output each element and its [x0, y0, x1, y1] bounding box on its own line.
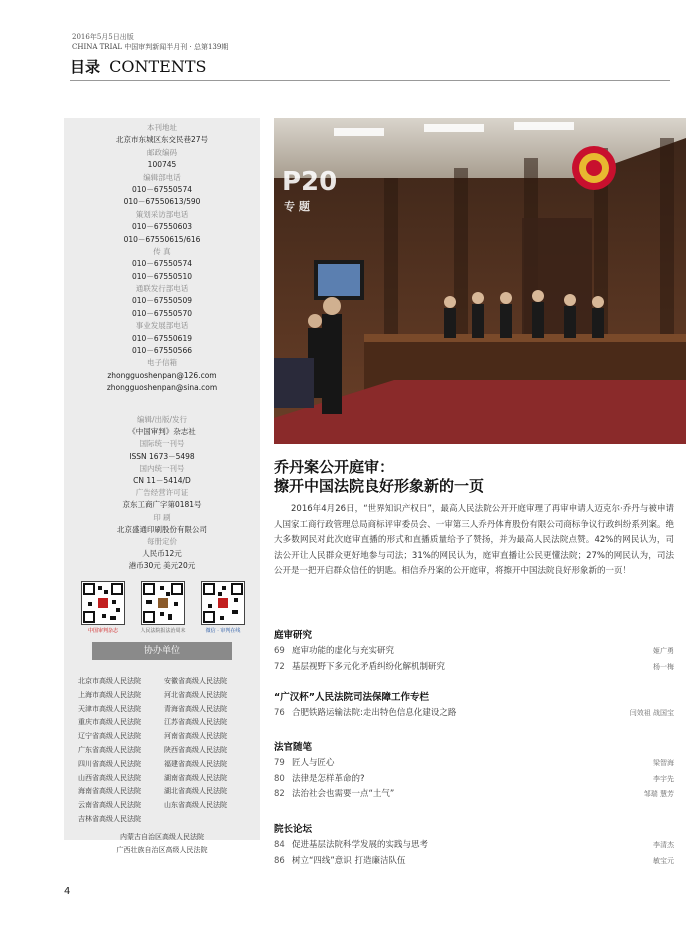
- info-label: 本刊地址: [147, 123, 177, 132]
- court-name: 河北省高级人民法院: [164, 690, 227, 699]
- publication-label: 编辑/出版/发行: [136, 415, 188, 424]
- info-value: 010－67550566: [132, 346, 192, 356]
- court-name: 重庆市高级人民法院: [78, 718, 141, 727]
- publication-value: 港币30元 美元20元: [128, 561, 196, 571]
- entry-page: 79: [274, 758, 285, 768]
- court-name: 上海市高级人民法院: [78, 690, 141, 699]
- court-name: 山西省高级人民法院: [78, 773, 141, 782]
- info-value: 010－67550619: [132, 333, 192, 343]
- qr-caption-3: 微信 · 审判在线: [205, 628, 241, 634]
- publication-value: CN 11－5414/D: [133, 475, 191, 485]
- entry-page: 69: [274, 646, 285, 656]
- entry-title: 基层视野下多元化矛盾纠纷化解机制研究: [292, 661, 446, 672]
- toc-entry[interactable]: [274, 660, 674, 676]
- court-name: 北京市高级人民法院: [78, 677, 141, 685]
- section-title: 法官随笔: [274, 742, 313, 753]
- court-name: 山东省高级人民法院: [164, 801, 227, 810]
- publication-value: ISSN 1673－5498: [129, 451, 195, 461]
- info-value: 100745: [147, 160, 177, 170]
- court-name: 广西壮族自治区高级人民法院: [116, 846, 208, 854]
- page-number: 4: [64, 886, 71, 897]
- entry-author: 杨一梅: [653, 662, 674, 671]
- info-value: 010－67550615/616: [123, 234, 201, 244]
- court-name: 吉林省高级人民法院: [78, 814, 141, 823]
- court-name: 海南省高级人民法院: [78, 787, 141, 796]
- qr-caption-1: 中国审判杂志: [87, 628, 118, 634]
- court-name: 安徽省高级人民法院: [164, 677, 227, 685]
- feature-page-label: P20: [282, 167, 338, 197]
- courtroom-photo: [274, 118, 686, 444]
- info-value: zhongguoshenpan@sina.com: [106, 383, 218, 393]
- publication-value: 京东工商广字第0181号: [122, 500, 202, 510]
- toc-section: [274, 822, 674, 869]
- entry-page: 76: [274, 708, 285, 718]
- header-divider: [70, 80, 670, 81]
- court-name: 辽宁省高级人民法院: [78, 732, 141, 741]
- info-value: 010－67550570: [132, 308, 192, 318]
- toc-entry[interactable]: [274, 756, 674, 772]
- qr-icon: [81, 581, 125, 625]
- toc-section: [274, 690, 674, 722]
- entry-page: 84: [274, 840, 285, 850]
- toc-entry[interactable]: [274, 854, 674, 870]
- publication-label: 印 刷: [153, 512, 171, 522]
- publication-label: 广告经营许可证: [135, 488, 189, 498]
- entry-author: 敏宝元: [653, 856, 674, 865]
- entry-author: 梁智海: [653, 759, 674, 767]
- feature-title-line2: 擦开中国法院良好形象新的一页: [274, 477, 485, 495]
- entry-page: 82: [274, 789, 285, 799]
- publication-label: 国内统一刊号: [139, 463, 185, 473]
- qr-code-3[interactable]: [198, 581, 248, 641]
- feature-headline[interactable]: [274, 458, 674, 496]
- entry-title: 法律是怎样革命的?: [292, 773, 365, 784]
- court-name: 天津市高级人民法院: [78, 704, 141, 713]
- publication-label: 每册定价: [147, 536, 177, 546]
- court-list-extra: [64, 831, 260, 857]
- toc-section: [274, 628, 674, 675]
- info-value: 010－67550574: [132, 184, 192, 194]
- feature-summary: 2016年4月26日，“世界知识产权日”，最高人民法院公开开庭审理了再审申请人迈克尔·乔丹与被申请人国家工商行政管理总局商标评审委员会、一审第三人乔丹体育股份有限公司商标争议行政纠纷系列案。绝大多数网民对此次庭审直播的形式和直播质量给予了赞扬，并为最高人民法院点赞。42%的网民认为，司法公开让人民群众更好地参与司法；31%的网民认为，庭审直播让公民更懂法院；27%的网民认为，司法公开是一把开启群众信任的钥匙。相信乔丹案的公开庭审，将擦开中国法院良好形象新的一页！: [274, 504, 674, 576]
- entry-page: 80: [274, 773, 285, 784]
- entry-title: 树立“四线”意识 打造廉洁队伍: [292, 855, 406, 866]
- toc-entry[interactable]: [274, 644, 674, 660]
- entry-author: 李清杰: [653, 841, 674, 849]
- court-name: 四川省高级人民法院: [78, 759, 141, 768]
- publication-value: 《中国审判》杂志社: [128, 427, 196, 437]
- court-name: 云南省高级人民法院: [78, 801, 141, 810]
- qr-caption-2: 人民法院报法治周末: [140, 628, 186, 634]
- toc-entry[interactable]: [274, 838, 674, 854]
- court-name: 青海省高级人民法院: [164, 704, 227, 713]
- info-value: 010－67550603: [132, 222, 192, 232]
- contact-info: [64, 122, 260, 395]
- info-label: 编辑部电话: [143, 172, 181, 182]
- qr-icon: [201, 581, 245, 625]
- info-value: 北京市东城区东交民巷27号: [115, 135, 209, 145]
- info-value: 010－67550613/590: [123, 197, 201, 207]
- contents-heading-cn: 目录: [70, 58, 101, 76]
- entry-page: 86: [274, 855, 285, 866]
- court-name: 河南省高级人民法院: [164, 732, 227, 741]
- qr-codes: [78, 581, 248, 641]
- issue-line: CHINA TRIAL 中国审判新闻半月刊 · 总第139期: [72, 43, 229, 51]
- qr-code-1[interactable]: [78, 581, 128, 641]
- entry-title: 匠人与匠心: [292, 758, 335, 768]
- info-label: 事业发展部电话: [135, 321, 189, 331]
- entry-page: 72: [274, 661, 285, 672]
- entry-title: 法治社会也需要一点“土气”: [292, 789, 395, 799]
- publication-date: 2016年5月5日出版: [72, 33, 134, 41]
- publication-value: 北京盛通印刷股份有限公司: [117, 524, 207, 534]
- entry-author: 李宇先: [653, 774, 674, 783]
- publication-value: 人民币12元: [142, 549, 182, 559]
- entry-author: 闫效祖 战国宝: [629, 709, 674, 717]
- court-name: [164, 813, 250, 827]
- section-title: 院长论坛: [274, 824, 313, 835]
- entry-title: 合肥铁路运输法院:走出特色信息化建设之路: [292, 708, 457, 718]
- court-name: 湖北省高级人民法院: [164, 787, 227, 796]
- court-name: 陕西省高级人民法院: [164, 745, 227, 754]
- court-list: [78, 675, 250, 827]
- info-label: 策划采访部电话: [135, 209, 189, 219]
- info-value: 010－67550574: [132, 259, 192, 269]
- court-name: 内蒙古自治区高级人民法院: [120, 833, 204, 841]
- section-title: 庭审研究: [274, 630, 313, 641]
- entry-title: 庭审功能的虚化与充实研究: [292, 646, 395, 656]
- entry-author: 姬广勇: [653, 647, 674, 655]
- publication-info: [64, 414, 260, 572]
- masthead-panel: [64, 118, 260, 854]
- info-value: 010－67550509: [132, 296, 192, 306]
- qr-code-2[interactable]: [138, 581, 188, 641]
- court-name: 广东省高级人民法院: [78, 745, 141, 754]
- publication-label: 国际统一刊号: [139, 439, 185, 449]
- section-title: “广汉杯”人民法院司法保障工作专栏: [274, 692, 429, 703]
- feature-title-line1: 乔丹案公开庭审：: [274, 458, 395, 476]
- info-label: 传 真: [153, 246, 171, 256]
- court-name: 湖南省高级人民法院: [164, 773, 227, 782]
- toc-entry[interactable]: [274, 787, 674, 803]
- qr-icon: [141, 581, 185, 625]
- info-label: 通联发行部电话: [135, 284, 189, 294]
- contents-heading-en: CONTENTS: [109, 57, 207, 76]
- info-label: 邮政编码: [147, 147, 177, 157]
- entry-title: 促进基层法院科学发展的实践与思考: [292, 840, 429, 850]
- court-name: 江苏省高级人民法院: [164, 718, 227, 727]
- contents-heading: [70, 56, 206, 78]
- info-label: 电子信箱: [147, 358, 177, 368]
- entry-author: 邹瑞 慧芳: [643, 790, 674, 798]
- toc-entry[interactable]: [274, 772, 674, 788]
- info-value: 010－67550510: [132, 271, 192, 281]
- toc-entry[interactable]: [274, 706, 674, 722]
- toc-section: [274, 740, 674, 803]
- info-value: zhongguoshenpan@126.com: [107, 370, 217, 380]
- feature-tag: 专 题: [284, 200, 310, 213]
- court-name: 福建省高级人民法院: [164, 759, 227, 768]
- cooperation-heading: 协办单位: [92, 642, 232, 660]
